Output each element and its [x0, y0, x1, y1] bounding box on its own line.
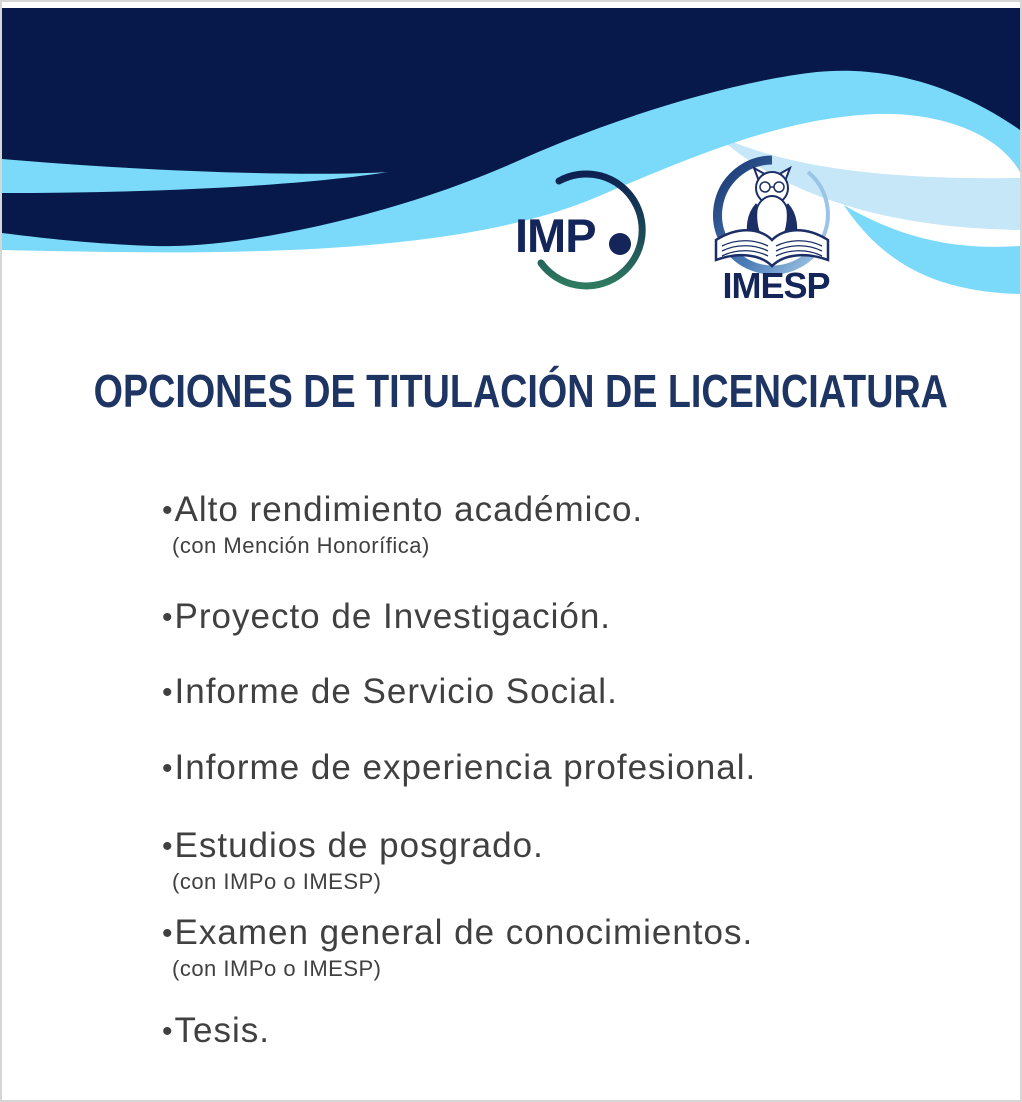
list-item: [162, 825, 1020, 896]
bullet-icon: •: [162, 917, 174, 950]
bullet-icon: •: [162, 752, 174, 785]
bullet-icon: •: [162, 830, 174, 863]
option-label-row: [162, 596, 1020, 639]
options-list: [2, 489, 1020, 1053]
bullet-icon: •: [162, 601, 174, 634]
option-label: Informe de experiencia profesional.: [174, 748, 757, 787]
option-label: Proyecto de Investigación.: [174, 597, 612, 636]
imp-dot-icon: [609, 233, 631, 255]
option-label-row: [162, 747, 1020, 790]
list-item: [162, 1010, 1020, 1053]
list-item: [162, 489, 1020, 560]
list-item: [162, 596, 1020, 639]
page-title: OPCIONES DE TITULACIÓN DE LICENCIATURA: [93, 365, 948, 417]
list-item: [162, 747, 1020, 790]
imp-wordmark: IMP: [515, 209, 596, 262]
bullet-icon: •: [162, 676, 174, 709]
option-label-row: [162, 912, 1020, 955]
option-label-row: [162, 1010, 1020, 1053]
imesp-wordmark: IMESP: [722, 265, 830, 304]
option-label: Examen general de conocimientos.: [174, 913, 754, 952]
imp-logo: [507, 167, 667, 302]
bullet-icon: •: [162, 494, 174, 527]
list-item: [162, 671, 1020, 714]
option-label-row: [162, 671, 1020, 714]
bullet-icon: •: [162, 1015, 174, 1048]
option-label-row: [162, 825, 1020, 868]
imesp-logo: [692, 154, 862, 304]
option-label: Tesis.: [174, 1011, 270, 1050]
option-note: (con IMPo o IMESP): [172, 956, 382, 981]
option-label: Alto rendimiento académico.: [174, 490, 644, 529]
option-note: (con IMPo o IMESP): [172, 869, 382, 894]
list-item: [162, 912, 1020, 983]
option-label: Estudios de posgrado.: [174, 826, 544, 865]
option-label-row: [162, 489, 1020, 532]
header-banner: [2, 2, 1020, 302]
option-note: (con Mención Honorífica): [172, 533, 430, 558]
option-label: Informe de Servicio Social.: [174, 672, 618, 711]
